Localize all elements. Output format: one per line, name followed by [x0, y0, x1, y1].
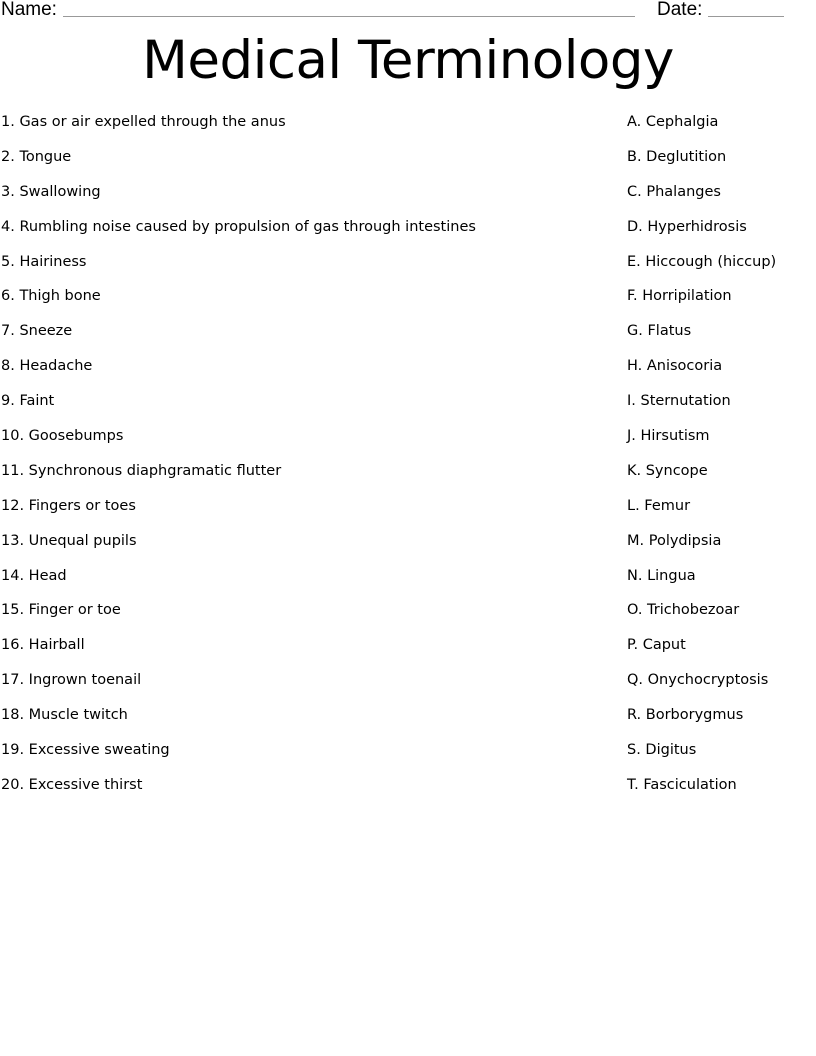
clue-item: 19. Excessive sweating — [1, 742, 170, 759]
clue-item: 2. Tongue — [1, 148, 72, 165]
clue-item: 18. Muscle twitch — [1, 707, 128, 724]
clue-item: 10. Goosebumps — [1, 428, 124, 445]
answer-item: K. Syncope — [627, 462, 708, 479]
answer-item: A. Cephalgia — [627, 114, 719, 130]
answer-item: I. Sternutation — [627, 393, 731, 410]
answer-item: R. Borborygmus — [627, 707, 744, 724]
answer-item: G. Flatus — [627, 323, 692, 340]
answer-item: C. Phalanges — [627, 183, 721, 200]
answer-item: S. Digitus — [627, 742, 697, 759]
answer-item: T. Fasciculation — [627, 776, 737, 793]
clue-item: 17. Ingrown toenail — [1, 672, 142, 689]
clue-item: 16. Hairball — [1, 637, 85, 654]
answer-item: N. Lingua — [627, 567, 696, 584]
page-title: Medical Terminology — [142, 30, 674, 91]
date-label: Date: — [657, 0, 703, 20]
clue-item: 11. Synchronous diaphgramatic flutter — [1, 462, 282, 479]
answer-item: P. Caput — [627, 637, 686, 654]
answer-item: L. Femur — [627, 497, 691, 514]
answer-item: F. Horripilation — [627, 288, 732, 305]
clue-item: 14. Head — [1, 567, 67, 584]
name-label: Name: — [1, 0, 57, 20]
answer-item: M. Polydipsia — [627, 532, 722, 549]
clue-item: 8. Headache — [1, 358, 93, 375]
answer-item: Q. Onychocryptosis — [627, 672, 769, 689]
answer-item: J. Hirsutism — [627, 428, 710, 445]
clue-item: 20. Excessive thirst — [1, 776, 143, 793]
clue-item: 15. Finger or toe — [1, 602, 121, 619]
answer-item: H. Anisocoria — [627, 358, 723, 375]
clue-item: 13. Unequal pupils — [1, 532, 137, 549]
clue-item: 6. Thigh bone — [1, 288, 101, 305]
answer-item: B. Deglutition — [627, 148, 727, 165]
clue-item: 3. Swallowing — [1, 183, 101, 200]
answer-item: E. Hiccough (hiccup) — [627, 253, 777, 270]
clue-list — [1, 112, 476, 810]
answer-list — [627, 112, 776, 810]
clue-item: 12. Fingers or toes — [1, 497, 136, 514]
clue-item: 5. Hairiness — [1, 253, 87, 270]
answer-item: D. Hyperhidrosis — [627, 218, 747, 235]
clue-item: 4. Rumbling noise caused by propulsion of gas through intestines — [1, 218, 476, 235]
answer-item: O. Trichobezoar — [627, 602, 740, 619]
date-blank-line — [708, 16, 784, 17]
clue-item: 7. Sneeze — [1, 323, 73, 340]
clue-item: 9. Faint — [1, 393, 55, 410]
clue-item: 1. Gas or air expelled through the anus — [1, 114, 286, 130]
worksheet-header — [0, 0, 816, 24]
name-blank-line — [63, 16, 635, 17]
